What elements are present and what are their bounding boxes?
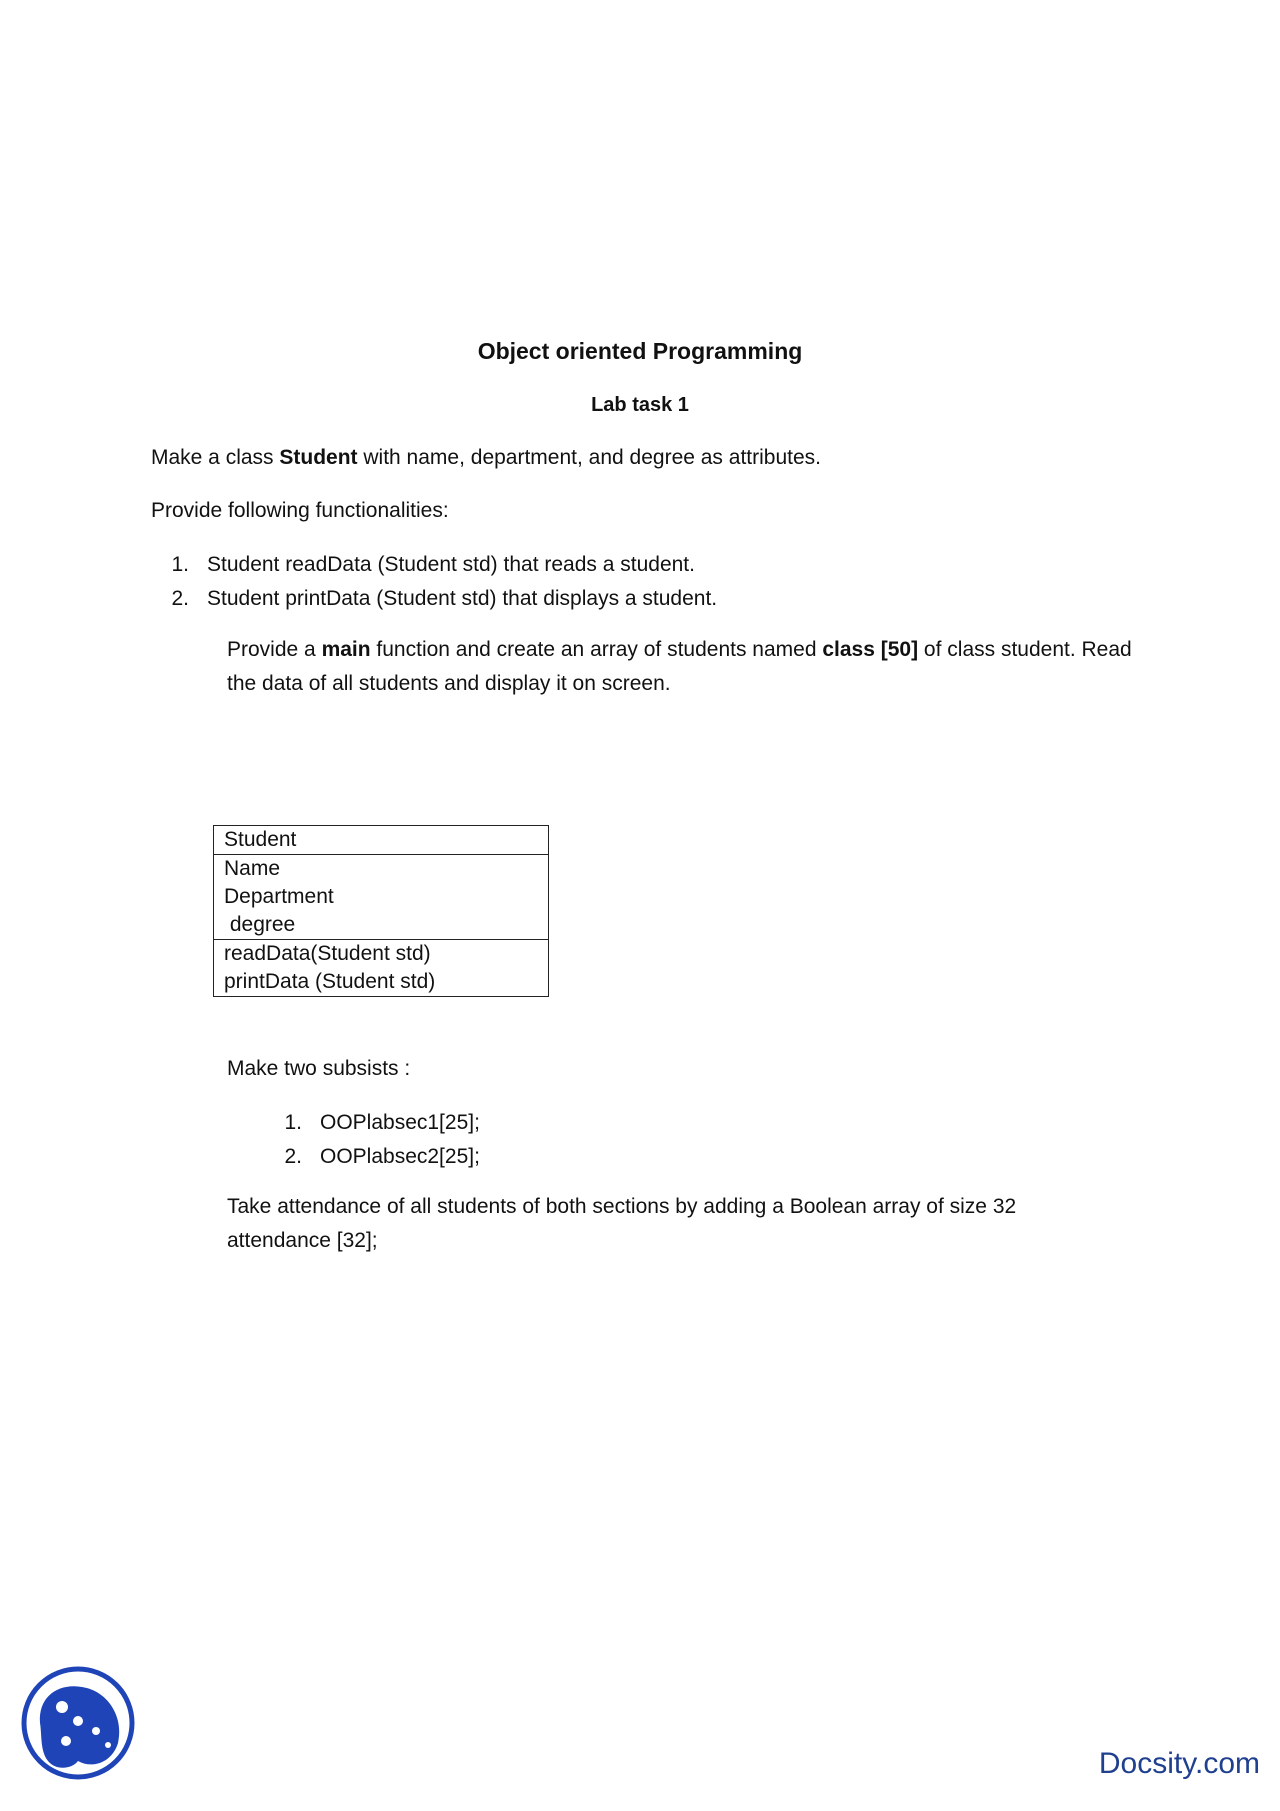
intro-class-name: Student [279,446,358,469]
uml-attribute: Department [224,885,334,908]
functions-list [151,548,717,616]
attendance-paragraph [227,1190,1016,1258]
page-subtitle: Lab task 1 [591,394,689,416]
provide-label: Provide following functionalities: [151,499,449,522]
uml-attributes-section [214,855,548,940]
uml-attribute: degree [224,913,296,936]
uml-class-name: Student [224,828,297,851]
main-paragraph-line1: Provide a main function and create an array of students named class [50] of class student. Read [227,638,1132,661]
main-paragraph [227,633,1132,701]
intro-text-2: with name, department, and degree as attributes. [357,446,821,469]
uml-methods-section [214,940,548,996]
intro-paragraph [151,441,821,475]
list-item: 2. Student printData (Student std) that displays a student. [171,587,718,610]
subsists-label: Make two subsists : [227,1057,411,1080]
main-paragraph-line2: the data of all students and display it on screen. [227,672,671,695]
intro-text-1: Make a class [151,446,280,469]
uml-method: printData (Student std) [224,970,436,993]
uml-attribute: Name [224,857,281,880]
list-item: 1. Student readData (Student std) that reads a student. [171,553,695,576]
uml-class-name-section [214,826,548,855]
uml-class-diagram [213,825,549,997]
list-item: 2. OOPlabsec2[25]; [284,1145,480,1168]
docsity-logo-icon[interactable] [20,1665,136,1781]
list-item: 1. OOPlabsec1[25]; [284,1111,480,1134]
page-title: Object oriented Programming [477,338,803,364]
attendance-line2: attendance [32]; [227,1229,378,1252]
uml-method: readData(Student std) [224,942,431,965]
docsity-brand-link[interactable]: Docsity.com [1098,1747,1260,1780]
attendance-line1: Take attendance of all students of both sections by adding a Boolean array of size 32 [227,1195,1017,1218]
subsists-list [264,1106,480,1174]
